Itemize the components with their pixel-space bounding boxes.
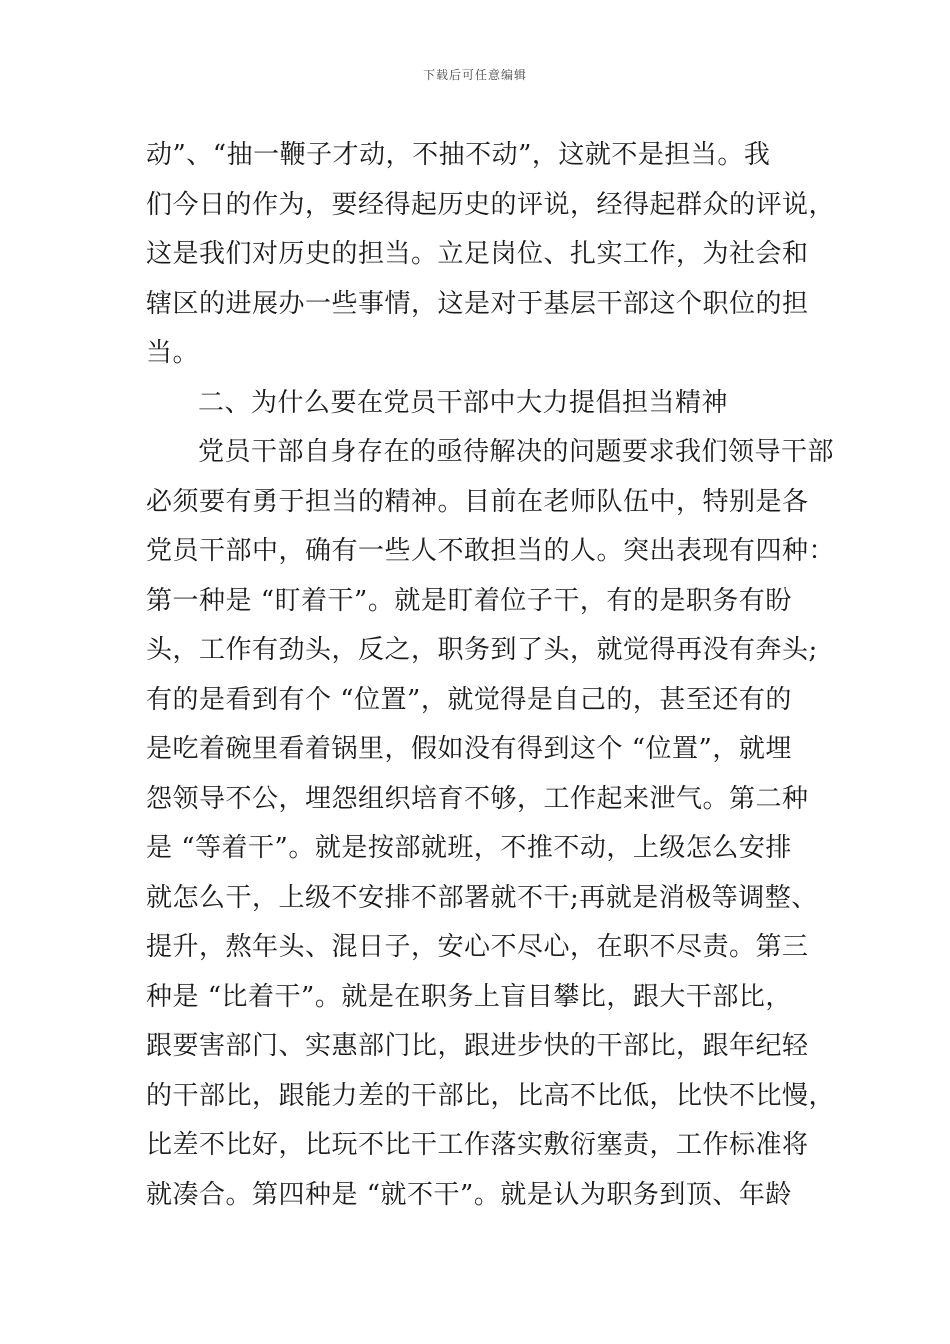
text-line: 跟要害部门、实惠部门比，跟进步快的干部比，跟年纪轻 bbox=[146, 1031, 809, 1061]
text-line: 党员干部中，确有一些人不敢担当的人。突出表现有四种： bbox=[146, 536, 836, 566]
text-line: 种是 “比着干”。就是在职务上盲目攀比，跟大干部比， bbox=[146, 981, 792, 1012]
section-heading: 二、为什么要在党员干部中大力提倡担当精神 bbox=[198, 387, 729, 418]
text-line: 比差不比好，比玩不比干工作落实敷衍塞责，工作标准将 bbox=[146, 1130, 809, 1160]
text-line: 头，工作有劲头，反之，职务到了头，就觉得再没有奔头; bbox=[146, 635, 818, 665]
text-line: 就凑合。第四种是 “就不干”。就是认为职务到顶、年龄 bbox=[146, 1179, 792, 1210]
text-line: 的干部比，跟能力差的干部比，比高不比低，比快不比慢， bbox=[146, 1080, 836, 1111]
text-line: 这是我们对历史的担当。立足岗位、扎实工作，为社会和 bbox=[146, 239, 809, 269]
document-body bbox=[146, 131, 836, 1220]
text-line: 怨领导不公，埋怨组织培育不够，工作起来泄气。第二种 bbox=[146, 783, 809, 814]
text-line: 是吃着碗里看着锅里，假如没有得到这个 “位置”，就埋 bbox=[146, 734, 792, 764]
text-line: 们今日的作为，要经得起历史的评说，经得起群众的评说， bbox=[146, 189, 836, 220]
text-line: 动”、“抽一鞭子才动，不抽不动”，这就不是担当。我 bbox=[146, 140, 771, 170]
text-line: 辖区的进展办一些事情，这是对于基层干部这个职位的担 bbox=[146, 288, 809, 319]
page-header: 下载后可任意编辑 bbox=[422, 68, 527, 82]
text-line: 提升，熬年头、混日子，安心不尽心，在职不尽责。第三 bbox=[146, 932, 809, 962]
text-line: 必须要有勇于担当的精神。目前在老师队伍中，特别是各 bbox=[146, 486, 809, 517]
paragraph-first-line: 党员干部自身存在的亟待解决的问题要求我们领导干部 bbox=[198, 437, 835, 467]
text-line: 是 “等着干”。就是按部就班，不推不动，上级怎么安排 bbox=[146, 833, 792, 863]
text-line: 就怎么干，上级不安排不部署就不干;再就是消极等调整、 bbox=[146, 882, 818, 913]
text-line: 第一种是 “盯着干”。就是盯着位子干，有的是职务有盼 bbox=[146, 585, 792, 616]
text-line: 当。 bbox=[146, 338, 200, 368]
text-line: 有的是看到有个 “位置”，就觉得是自己的，甚至还有的 bbox=[146, 684, 792, 715]
